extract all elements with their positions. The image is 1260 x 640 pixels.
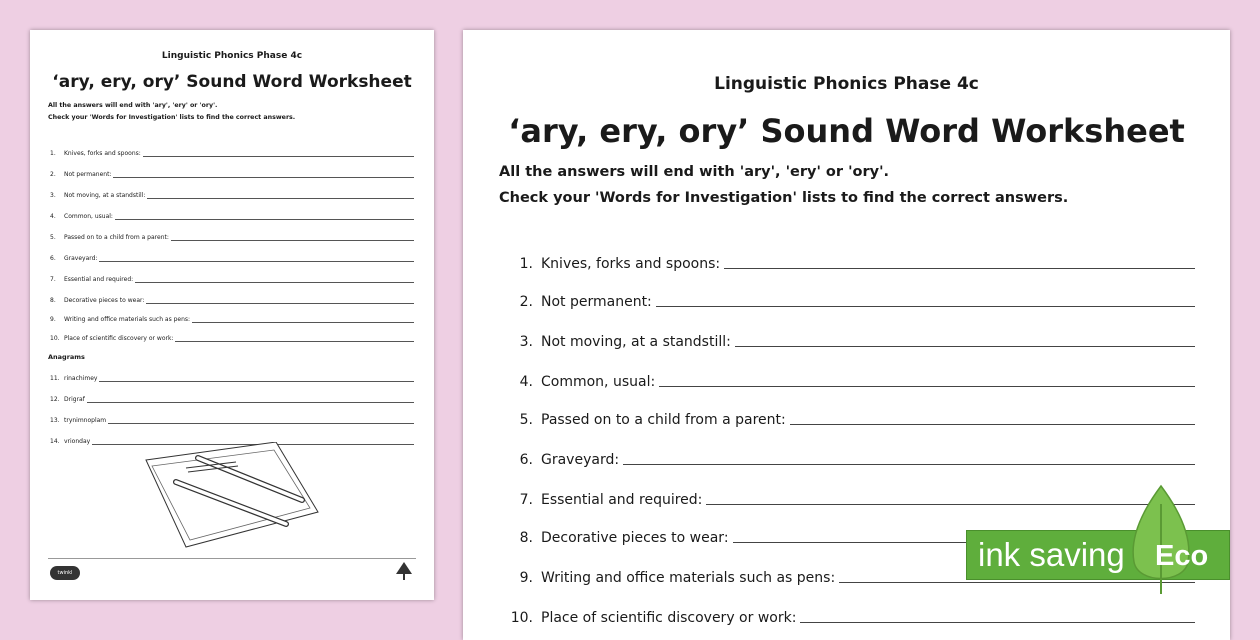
small-question-4: 4. Common, usual: [50, 210, 414, 220]
answer-line [192, 321, 414, 323]
answer-line [735, 345, 1195, 347]
answer-line [113, 176, 414, 178]
answer-line [143, 155, 414, 157]
small-question-8: 8. Decorative pieces to wear: [50, 294, 414, 304]
answer-line [115, 218, 414, 220]
worksheet-preview-small [30, 30, 434, 600]
small-instruction-2: Check your 'Words for Investigation' lists to find the correct answers. [48, 114, 296, 121]
small-question-2: 2. Not permanent: [50, 168, 414, 178]
answer-line [790, 423, 1195, 425]
small-instruction-1: All the answers will end with 'ary', 'ery' or 'ory'. [48, 102, 218, 109]
answer-line [171, 239, 414, 241]
small-question-1: 1. Knives, forks and spoons: [50, 147, 414, 157]
ink-saving-eco-badge [966, 484, 1260, 596]
small-title: ‘ary, ery, ory’ Sound Word Worksheet [52, 72, 412, 92]
instruction-1: All the answers will end with 'ary', 'ery' or 'ory'. [499, 164, 890, 180]
small-question-13: 13. trynimnoplam [50, 414, 414, 424]
worksheet-title: ‘ary, ery, ory’ Sound Word Worksheet [508, 112, 1185, 150]
question-8: 8. Decorative pieces to wear: [507, 526, 1195, 546]
small-question-6: 6. Graveyard: [50, 252, 414, 262]
eco-label: Eco [1155, 540, 1209, 572]
question-1: 1. Knives, forks and spoons: [507, 252, 1195, 272]
ink-saving-label: ink saving [978, 536, 1125, 573]
answer-line [724, 267, 1195, 269]
anagrams-heading: Anagrams [48, 353, 85, 361]
small-question-5: 5. Passed on to a child from a parent: [50, 231, 414, 241]
question-9: 9. Writing and office materials such as pens: [507, 566, 1195, 586]
small-question-3: 3. Not moving, at a standstill: [50, 189, 414, 199]
small-question-10: 10. Place of scientific discovery or work: [50, 332, 414, 342]
answer-line [147, 197, 414, 199]
question-2: 2. Not permanent: [507, 290, 1195, 310]
answer-line [108, 422, 414, 424]
answer-line [135, 281, 414, 283]
answer-line [800, 621, 1195, 623]
answer-line [175, 340, 414, 342]
worksheet-subtitle: Linguistic Phonics Phase 4c [714, 74, 979, 94]
footer-divider [48, 558, 416, 559]
small-question-14: 14. vrionday [50, 435, 414, 445]
cutlery-napkin-illustration [136, 442, 321, 550]
small-question-12: 12. Drigraf [50, 393, 414, 403]
answer-line [659, 385, 1195, 387]
instruction-2: Check your 'Words for Investigation' lists to find the correct answers. [499, 190, 1069, 206]
small-question-7: 7. Essential and required: [50, 273, 414, 283]
publisher-logo: twinkl [50, 566, 80, 580]
small-subtitle: Linguistic Phonics Phase 4c [161, 51, 303, 61]
question-3: 3. Not moving, at a standstill: [507, 330, 1195, 350]
small-question-9: 9. Writing and office materials such as pens: [50, 313, 414, 323]
question-4: 4. Common, usual: [507, 370, 1195, 390]
question-6: 6. Graveyard: [507, 448, 1195, 468]
question-10: 10. Place of scientific discovery or work: [507, 606, 1195, 626]
answer-line [99, 260, 414, 262]
answer-line [623, 463, 1195, 465]
answer-line [656, 305, 1195, 307]
answer-line [99, 380, 414, 382]
small-question-11: 11. rinachimey [50, 372, 414, 382]
answer-line [146, 302, 414, 304]
tree-icon [396, 562, 412, 580]
answer-line [87, 401, 414, 403]
question-7: 7. Essential and required: [507, 488, 1195, 508]
question-5: 5. Passed on to a child from a parent: [507, 408, 1195, 428]
